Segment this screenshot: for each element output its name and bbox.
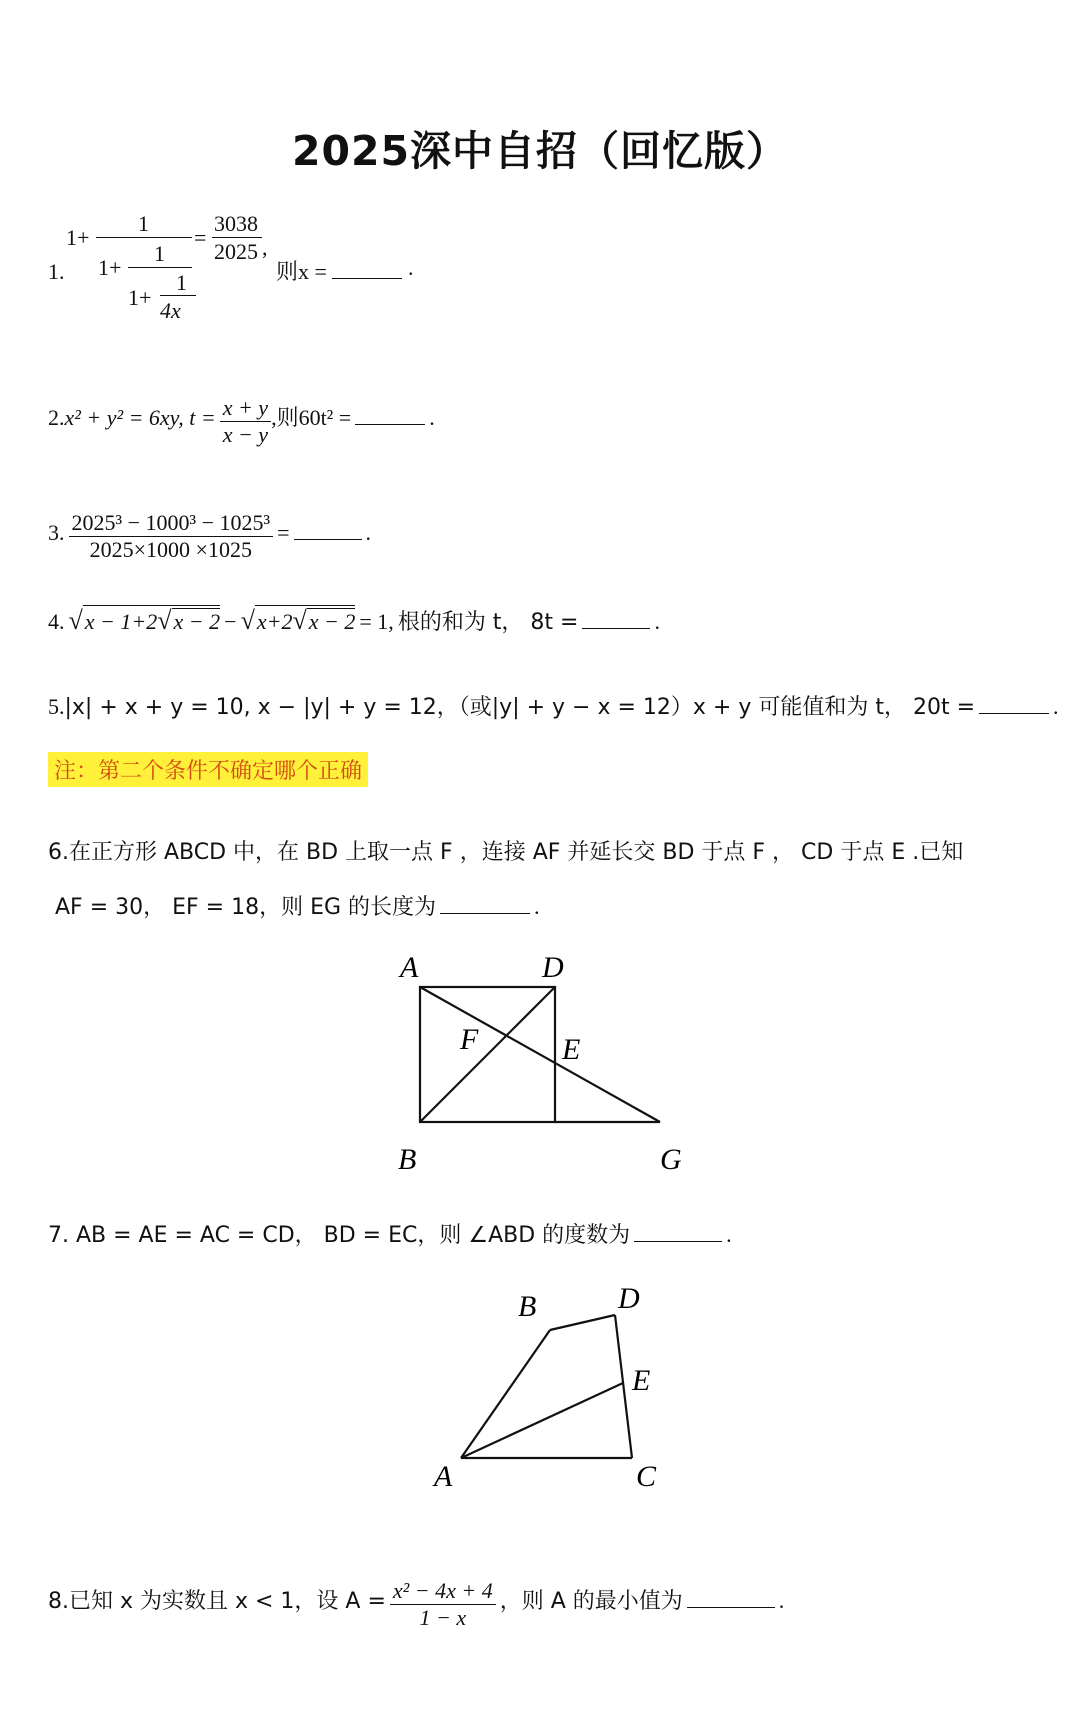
q6-end: .	[534, 894, 540, 919]
q5-number: 5.	[48, 694, 65, 719]
q4-part-c: x+2	[256, 609, 293, 634]
q3-equals: =	[277, 520, 290, 546]
q1-main-fraction-bar	[96, 237, 192, 238]
page-title: 2025深中自招（回忆版）	[291, 127, 789, 175]
q1-one-plus: 1+	[66, 225, 90, 250]
q2-frac-num: x + y	[222, 395, 269, 420]
label-b: B	[398, 1143, 417, 1176]
q4-end: .	[654, 609, 660, 634]
q8-frac-num: x² − 4x + 4	[392, 1578, 493, 1603]
sqrt-icon: √	[292, 606, 307, 635]
q7-answer-blank[interactable]	[634, 1240, 722, 1242]
q1-answer-blank[interactable]	[332, 277, 402, 279]
label-c: C	[636, 1460, 657, 1493]
segment-bd	[550, 1315, 615, 1330]
question-6-line-2	[55, 890, 540, 921]
label-a: A	[400, 951, 419, 984]
q1-rhs-den: 2025	[214, 239, 258, 264]
q2-fraction	[220, 395, 271, 448]
figure-quadrilateral	[410, 1270, 700, 1500]
question-3	[48, 510, 371, 563]
line-ag	[420, 987, 660, 1122]
sqrt-icon: √	[157, 606, 172, 635]
q8-text-1: 8.已知 x 为实数且 x < 1，设 A =	[48, 1589, 386, 1615]
sqrt-icon: √	[240, 606, 255, 635]
q2-answer-blank[interactable]	[355, 423, 425, 425]
question-2	[48, 395, 435, 448]
q1-second-fraction-bar	[128, 267, 192, 268]
question-4	[48, 605, 660, 636]
question-6-line-1: 6.在正方形 ABCD 中，在 BD 上取一点 F ，连接 AF 并延长交 BD 于点 F ， CD 于点 E .已知	[48, 840, 964, 865]
q3-end: .	[365, 520, 372, 546]
q1-comma: ,	[262, 235, 268, 260]
q8-frac-den: 1 − x	[390, 1604, 496, 1631]
label-f: F	[460, 1023, 479, 1056]
q4-part-a: x − 1+2	[84, 609, 158, 634]
q7-end: .	[726, 1222, 732, 1247]
label-b: B	[518, 1290, 537, 1323]
question-5	[48, 690, 1059, 721]
q1-number: 1.	[48, 259, 65, 284]
q4-radicand-1	[83, 605, 220, 636]
top-edge-artifact	[250, 0, 850, 10]
q1-rhs-num: 3038	[214, 211, 258, 236]
q8-text-2: ，则 A 的最小值为	[499, 1589, 683, 1615]
label-e: E	[632, 1364, 651, 1397]
q1-third-fraction-bar	[160, 295, 196, 296]
q1-rhs-bar	[212, 237, 262, 238]
diagonal-bd	[420, 987, 555, 1122]
q3-frac-num: 2025³ − 1000³ − 1025³	[71, 510, 271, 535]
label-d: D	[618, 1282, 640, 1315]
q8-answer-blank[interactable]	[687, 1606, 775, 1608]
highlighted-note: 注：第二个条件不确定哪个正确	[48, 752, 368, 787]
q5-text: |x| + x + y = 10, x − |y| + y = 12，（或|y| + y − x = 12）x + y 可能值和为 t， 20t =	[64, 695, 976, 720]
q2-frac-den: x − y	[220, 421, 271, 448]
q4-radicand-2	[255, 605, 356, 636]
segment-ab	[461, 1330, 550, 1458]
q1-equals: =	[194, 225, 207, 250]
q2-lhs: x² + y² = 6xy, t =	[64, 405, 216, 431]
q1-one-plus-2: 1+	[98, 255, 122, 280]
q4-part-d: x − 2	[308, 609, 356, 634]
q4-part-b: x − 2	[173, 609, 221, 634]
q5-end: .	[1053, 694, 1059, 719]
q2-number: 2.	[48, 405, 65, 431]
q1-f3-den: 4x	[160, 298, 181, 323]
q6-line2-text: AF = 30， EF = 18，则 EG 的长度为	[55, 895, 437, 920]
question-1	[48, 211, 648, 325]
q4-minus: −	[224, 609, 237, 634]
sqrt-icon: √	[68, 606, 83, 635]
label-d: D	[542, 951, 564, 984]
q1-f1-num: 1	[138, 211, 149, 236]
q4-text: 根的和为 t， 8t =	[397, 610, 579, 635]
segment-ae	[461, 1383, 623, 1458]
q6-answer-blank[interactable]	[440, 912, 530, 914]
q2-ask: ,则60t² =	[271, 405, 352, 431]
q4-answer-blank[interactable]	[582, 627, 650, 629]
q3-fraction	[69, 510, 274, 563]
q5-answer-blank[interactable]	[979, 712, 1049, 714]
q4-number: 4.	[48, 609, 65, 634]
figure-square-abcd	[360, 945, 700, 1190]
q1-ask: 则x =	[276, 259, 327, 284]
q8-fraction	[390, 1578, 496, 1631]
q8-end: .	[778, 1588, 785, 1614]
q1-f2-num: 1	[154, 241, 165, 266]
q2-end: .	[429, 405, 435, 431]
label-g: G	[660, 1143, 682, 1176]
label-e: E	[562, 1033, 581, 1066]
q4-equals: = 1,	[359, 609, 394, 634]
q3-frac-den: 2025×1000 ×1025	[69, 536, 274, 563]
question-7	[48, 1218, 732, 1249]
q1-one-plus-3: 1+	[128, 285, 152, 310]
q3-number: 3.	[48, 520, 65, 546]
question-8	[48, 1578, 784, 1631]
q7-text: 7. AB = AE = AC = CD， BD = EC，则 ∠ABD 的度数为	[48, 1223, 631, 1248]
label-a: A	[434, 1460, 453, 1493]
q3-answer-blank[interactable]	[294, 538, 362, 540]
q1-f3-num: 1	[176, 270, 187, 295]
q1-end: .	[408, 255, 414, 280]
